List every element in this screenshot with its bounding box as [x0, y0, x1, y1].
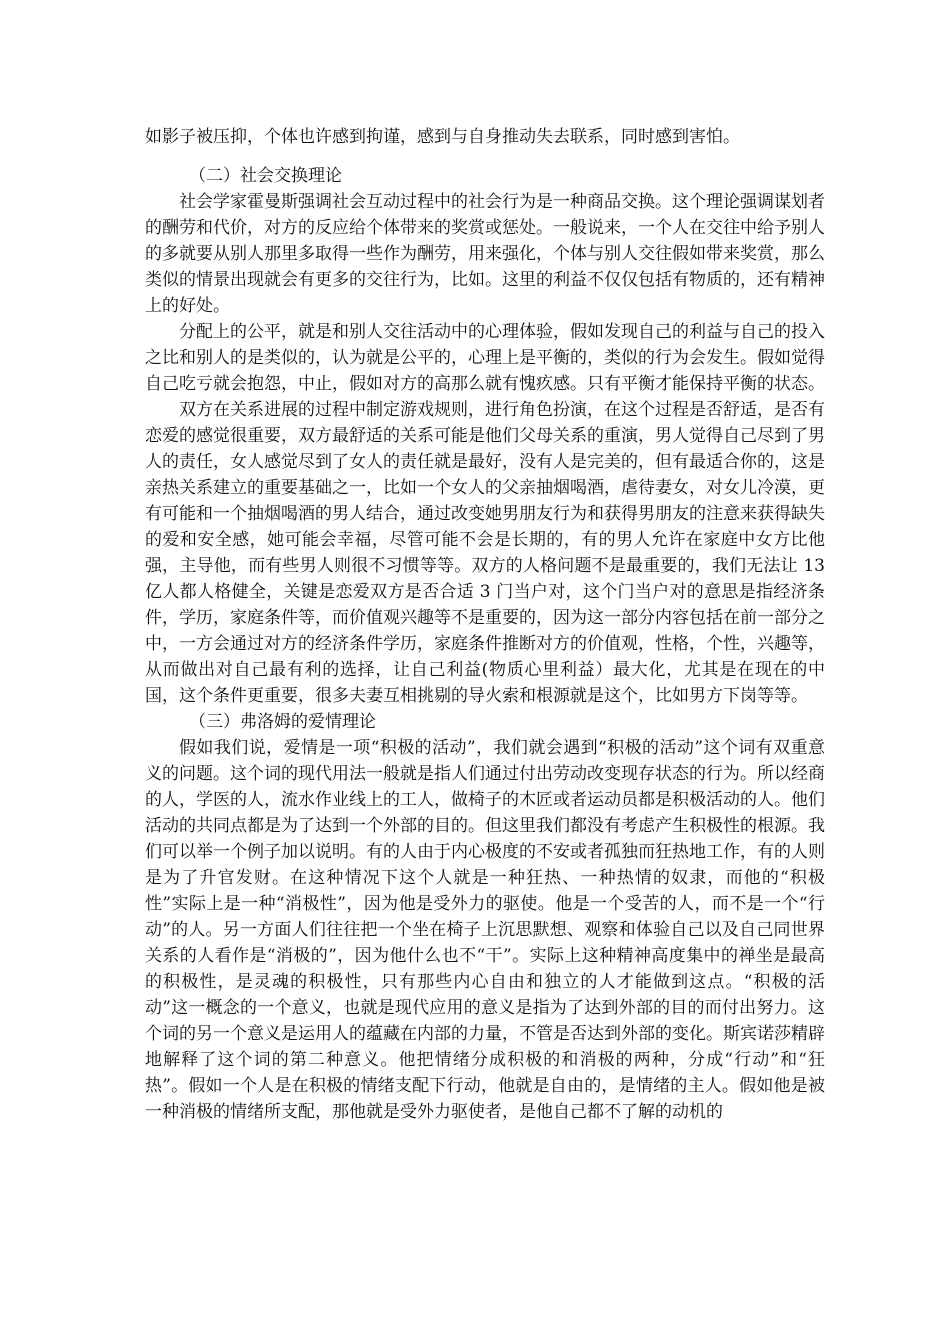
- paragraph-homans: 社会学家霍曼斯强调社会互动过程中的社会行为是一种商品交换。这个理论强调谋划者的酬劳和代价，对方的反应给个体带来的奖赏或惩处。一般说来，一个人在交往中给予别人的多就要从别人那里多取得一些作为酬劳，用来强化，个体与别人交往假如带来奖赏，那么类似的情景出现就会有更多的交往行为，比如。这里的利益不仅仅包括有物质的，还有精神上的好处。: [145, 192, 825, 316]
- section-heading-social-exchange: （二）社会交换理论: [189, 166, 342, 186]
- paragraph-fairness: 分配上的公平，就是和别人交往活动中的心理体验，假如发现自己的利益与自己的投入之比和别人的是类似的，认为就是公平的，心理上是平衡的，类似的行为会发生。假如觉得自己吃亏就会抱怨，中止，假如对方的高那么就有愧疚感。只有平衡才能保持平衡的状态。: [145, 322, 825, 394]
- paragraph-continuation: 如影子被压抑，个体也许感到拘谨，感到与自身推动失去联系，同时感到害怕。: [145, 127, 740, 147]
- paragraph-roles: 双方在关系进展的过程中制定游戏规则，进行角色扮演，在这个过程是否舒适，是否有恋爱的感觉很重要，双方最舒适的关系可能是他们父母关系的重演，男人觉得自己尽到了男人的责任，女人感觉尽到了女人的责任就是最好，没有人是完美的，但有最适合你的，这是亲热关系建立的重要基础之一，比如一个女人的父亲抽烟喝酒，虐待妻女，对女儿冷漠，更有可能和一个抽烟喝酒的男人结合，通过改变她男朋友行为和获得男朋友的注意来获得缺失的爱和安全感，她可能会幸福，尽管可能不会是长期的，有的男人允许在家庭中女方比他强，主导他，而有些男人则很不习惯等等。双方的人格问题不是最重要的，我们无法让 13 亿人都人格健全，关键是恋爱双方是否合适 3 门当户对，这个门当户对的意思是指经济条件，学历，家庭条件等，而价值观兴趣等不是重要的，因为这一部分内容包括在前一部分之中，一方会通过对方的经济条件学历，家庭条件推断对方的价值观，性格，个性，兴趣等，从而做出对自己最有利的选择，让自己利益(物质心里利益）最大化，尤其是在现在的中国，这个条件更重要，很多夫妻互相挑剔的导火索和根源就是这个，比如男方下岗等等。: [145, 400, 825, 706]
- paragraph-active-love: 假如我们说，爱情是一项“积极的活动”，我们就会遇到“积极的活动”这个词有双重意义的问题。这个词的现代用法一般就是指人们通过付出劳动改变现存状态的行为。所以经商的人，学医的人，流水作业线上的工人，做椅子的木匠或者运动员都是积极活动的人。他们活动的共同点都是为了达到一个外部的目的。但这里我们都没有考虑产生积极性的根源。我们可以举一个例子加以说明。有的人由于内心极度的不安或者孤独而狂热地工作，有的人则是为了升官发财。在这种情况下这个人就是一种狂热、一种热情的奴隶，而他的“积极性”实际上是一种“消极性”，因为他是受外力的驱使。他是一个受苦的人，而不是一个“行动”的人。另一方面人们往往把一个坐在椅子上沉思默想、观察和体验自己以及自己同世界关系的人看作是“消极的”，因为他什么也不“干”。实际上这种精神高度集中的禅坐是最高的积极性，是灵魂的积极性，只有那些内心自由和独立的人才能做到这点。“积极的活动”这一概念的一个意义，也就是现代应用的意义是指为了达到外部的目的而付出努力。这个词的另一个意义是运用人的蕴藏在内部的力量，不管是否达到外部的变化。斯宾诺莎精辟地解释了这个词的第二种意义。他把情绪分成积极的和消极的两种，分成“行动”和“狂热”。假如一个人是在积极的情绪支配下行动，他就是自由的，是情绪的主人。假如他是被一种消极的情绪所支配，那他就是受外力驱使者，是他自己都不了解的动机的: [145, 738, 825, 1122]
- document-page: [145, 124, 825, 1125]
- section-heading-fromm: （三）弗洛姆的爱情理论: [189, 712, 376, 732]
